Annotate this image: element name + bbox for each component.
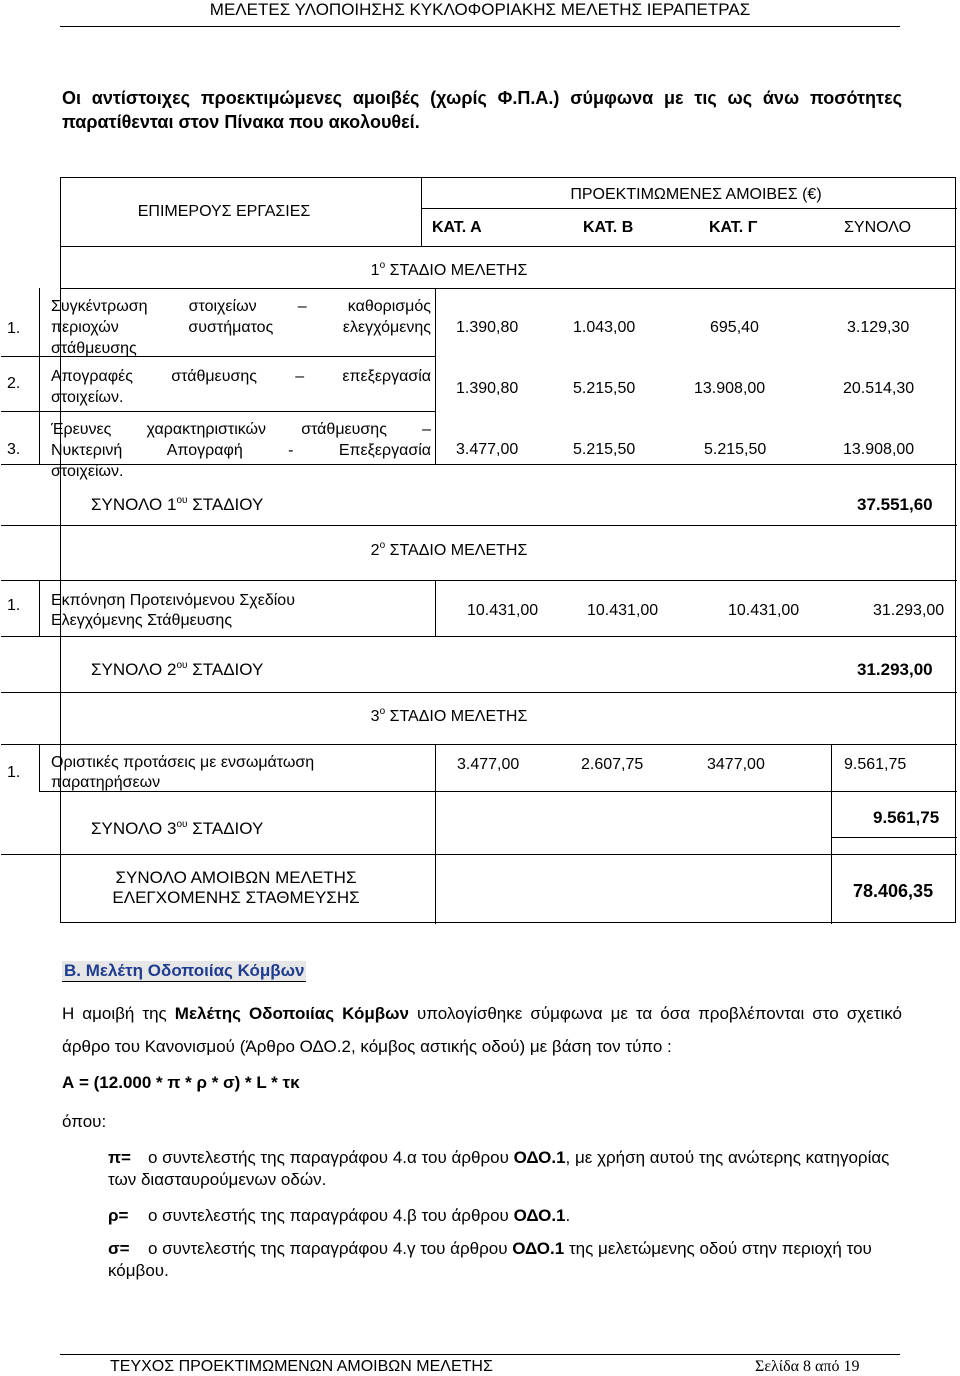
rule (1, 356, 435, 357)
value-cat-c: 10.431,00 (728, 602, 800, 619)
where-label: όπου: (62, 1112, 107, 1131)
rule (39, 288, 40, 464)
value-cat-c: 3477,00 (707, 756, 765, 773)
stage3-sum-label: ΣΥΝΟΛΟ $3^{o\upsilon}$ ΣΤΑΔΙΟΥ (91, 819, 264, 838)
section-b-heading: Β. Μελέτη Οδοποιίας Κόμβων (64, 961, 305, 980)
col-header-cat-c: ΚΑΤ. Γ (709, 219, 758, 236)
grand-total-value: 78.406,35 (853, 881, 934, 901)
rule (39, 791, 957, 792)
row-description: Συγκέντρωση στοιχείων – καθορισμός περιοχών συστήματος ελεγχόμενης στάθμευσης (51, 298, 431, 357)
rule (1, 744, 957, 745)
value-total: 3.129,30 (847, 319, 910, 336)
value-cat-a: 3.477,00 (456, 441, 519, 458)
definition-rho: ρ= ο συντελεστής της παραγράφου 4.β του άρθρου ΟΔΟ.1. (108, 1206, 571, 1225)
stage3-sum-value: 9.561,75 (873, 808, 940, 827)
value-cat-b: 2.607,75 (581, 756, 644, 773)
value-cat-b: 5.215,50 (573, 380, 636, 397)
stage2-sum-label: ΣΥΝΟΛΟ $2^{o\upsilon}$ ΣΤΑΔΙΟΥ (91, 660, 264, 679)
rule (435, 744, 436, 924)
row-number: 2. (7, 375, 21, 392)
definition-sigma: σ= ο συντελεστής της παραγράφου 4.γ του άρθρου ΟΔΟ.1 της μελετώμενης οδού στην περιοχή του κόμβου. (108, 1239, 872, 1280)
stage2-sum-value: 31.293,00 (857, 660, 933, 679)
stage1-sum-label: ΣΥΝΟΛΟ $1^{o\upsilon}$ ΣΤΑΔΙΟΥ (91, 495, 264, 514)
rule (60, 288, 956, 289)
value-cat-a: 1.390,80 (456, 319, 519, 336)
rule (39, 744, 40, 791)
col-header-works: ΕΠΙΜΕΡΟΥΣ ΕΡΓΑΣΙΕΣ (137, 203, 311, 220)
row-description: Απογραφές στάθμευσης – επεξεργασία στοιχείων. (51, 368, 431, 406)
rule (60, 246, 956, 247)
value-total: 31.293,00 (873, 602, 945, 619)
stage1-sum-value: 37.551,60 (857, 495, 933, 514)
col-header-fees: ΠΡΟΕΚΤΙΜΩΜΕΝΕΣ ΑΜΟΙΒΕΣ (€) (570, 186, 822, 203)
rule (421, 208, 957, 209)
footer-title: ΤΕΥΧΟΣ ΠΡΟΕΚΤΙΜΩΜΕΝΩΝ ΑΜΟΙΒΩΝ ΜΕΛΕΤΗΣ (110, 1358, 493, 1375)
row-description: Οριστικές προτάσεις με ενσωμάτωση παρατηρήσεων (51, 754, 315, 791)
value-cat-a: 3.477,00 (457, 756, 520, 773)
grand-total-label: ΣΥΝΟΛΟ ΑΜΟΙΒΩΝ ΜΕΛΕΤΗΣ ΕΛΕΓΧΟΜΕΝΗΣ ΣΤΑΘΜΕΥΣΗΣ (112, 868, 360, 907)
value-cat-b: 5.215,50 (573, 441, 636, 458)
rule (831, 837, 957, 838)
intro-paragraph: Οι αντίστοιχες προεκτιμώμενες αμοιβές (χωρίς Φ.Π.Α.) σύμφωνα με τις ως άνω ποσότητες παρατίθενται στον Πίνακα που ακολουθεί. (62, 88, 902, 132)
value-cat-a: 1.390,80 (456, 380, 519, 397)
value-cat-c: 13.908,00 (694, 380, 766, 397)
value-total: 20.514,30 (843, 380, 915, 397)
row-description: Εκπόνηση Προτεινόμενου Σχεδίου Ελεγχόμενης Στάθμευσης (51, 592, 295, 629)
col-header-total: ΣΥΝΟΛΟ (844, 219, 912, 236)
value-total: 13.908,00 (843, 441, 915, 458)
footer-rule (60, 1354, 900, 1355)
fee-formula: Α = (12.000 * π * ρ * σ) * L * τκ (62, 1073, 300, 1092)
rule (1, 411, 435, 412)
value-cat-b: 10.431,00 (587, 602, 659, 619)
page-number: Σελίδα 8 από 19 (755, 1358, 860, 1375)
rule (1, 692, 957, 693)
fees-table (7, 177, 956, 923)
row-number: 3. (7, 441, 21, 458)
rule (831, 744, 832, 924)
rule (1, 636, 957, 637)
stage2-title: $2^o$ ΣΤΑΔΙΟ ΜΕΛΕΤΗΣ (370, 540, 528, 559)
rule (421, 177, 422, 247)
rule (1, 525, 957, 526)
row-number: 1. (7, 764, 21, 781)
rule (1, 854, 957, 855)
col-header-cat-a: ΚΑΤ. Α (432, 219, 482, 236)
value-cat-c: 695,40 (710, 319, 759, 336)
row-number: 1. (7, 597, 21, 614)
rule (1, 464, 957, 465)
col-header-cat-b: ΚΑΤ. Β (583, 219, 634, 236)
header-rule (60, 26, 900, 27)
row-description: Έρευνες χαρακτηριστικών στάθμευσης – Νυκτερινή Απογραφή - Επεξεργασία στοιχείων. (51, 421, 431, 480)
rule (39, 580, 40, 636)
running-header: ΜΕΛΕΤΕΣ ΥΛΟΠΟΙΗΣΗΣ ΚΥΚΛΟΦΟΡΙΑΚΗΣ ΜΕΛΕΤΗΣ ΙΕΡΑΠΕΤΡΑΣ (209, 0, 751, 19)
rule (435, 288, 436, 464)
value-total: 9.561,75 (844, 756, 907, 773)
definition-pi: π= ο συντελεστής της παραγράφου 4.α του άρθρου ΟΔΟ.1, με χρήση αυτού της ανώτερης κατηγορίας των διασταυρούμενων οδών. (108, 1148, 890, 1189)
rule (1, 580, 957, 581)
section-b-paragraph: Η αμοιβή της Μελέτης Οδοποιίας Κόμβων υπολογίσθηκε σύμφωνα με τα όσα προβλέπονται στο σχετικό άρθρο του Κανονισμού (Άρθρο ΟΔΟ.2, κόμβος αστικής οδού) με βάση τον τύπο : (62, 1004, 902, 1056)
value-cat-c: 5.215,50 (704, 441, 767, 458)
row-number: 1. (7, 320, 21, 337)
rule (435, 580, 436, 636)
stage1-title: $1^o$ ΣΤΑΔΙΟ ΜΕΛΕΤΗΣ (370, 260, 528, 279)
value-cat-a: 10.431,00 (467, 602, 539, 619)
value-cat-b: 1.043,00 (573, 319, 636, 336)
stage3-title: $3^o$ ΣΤΑΔΙΟ ΜΕΛΕΤΗΣ (370, 706, 528, 725)
